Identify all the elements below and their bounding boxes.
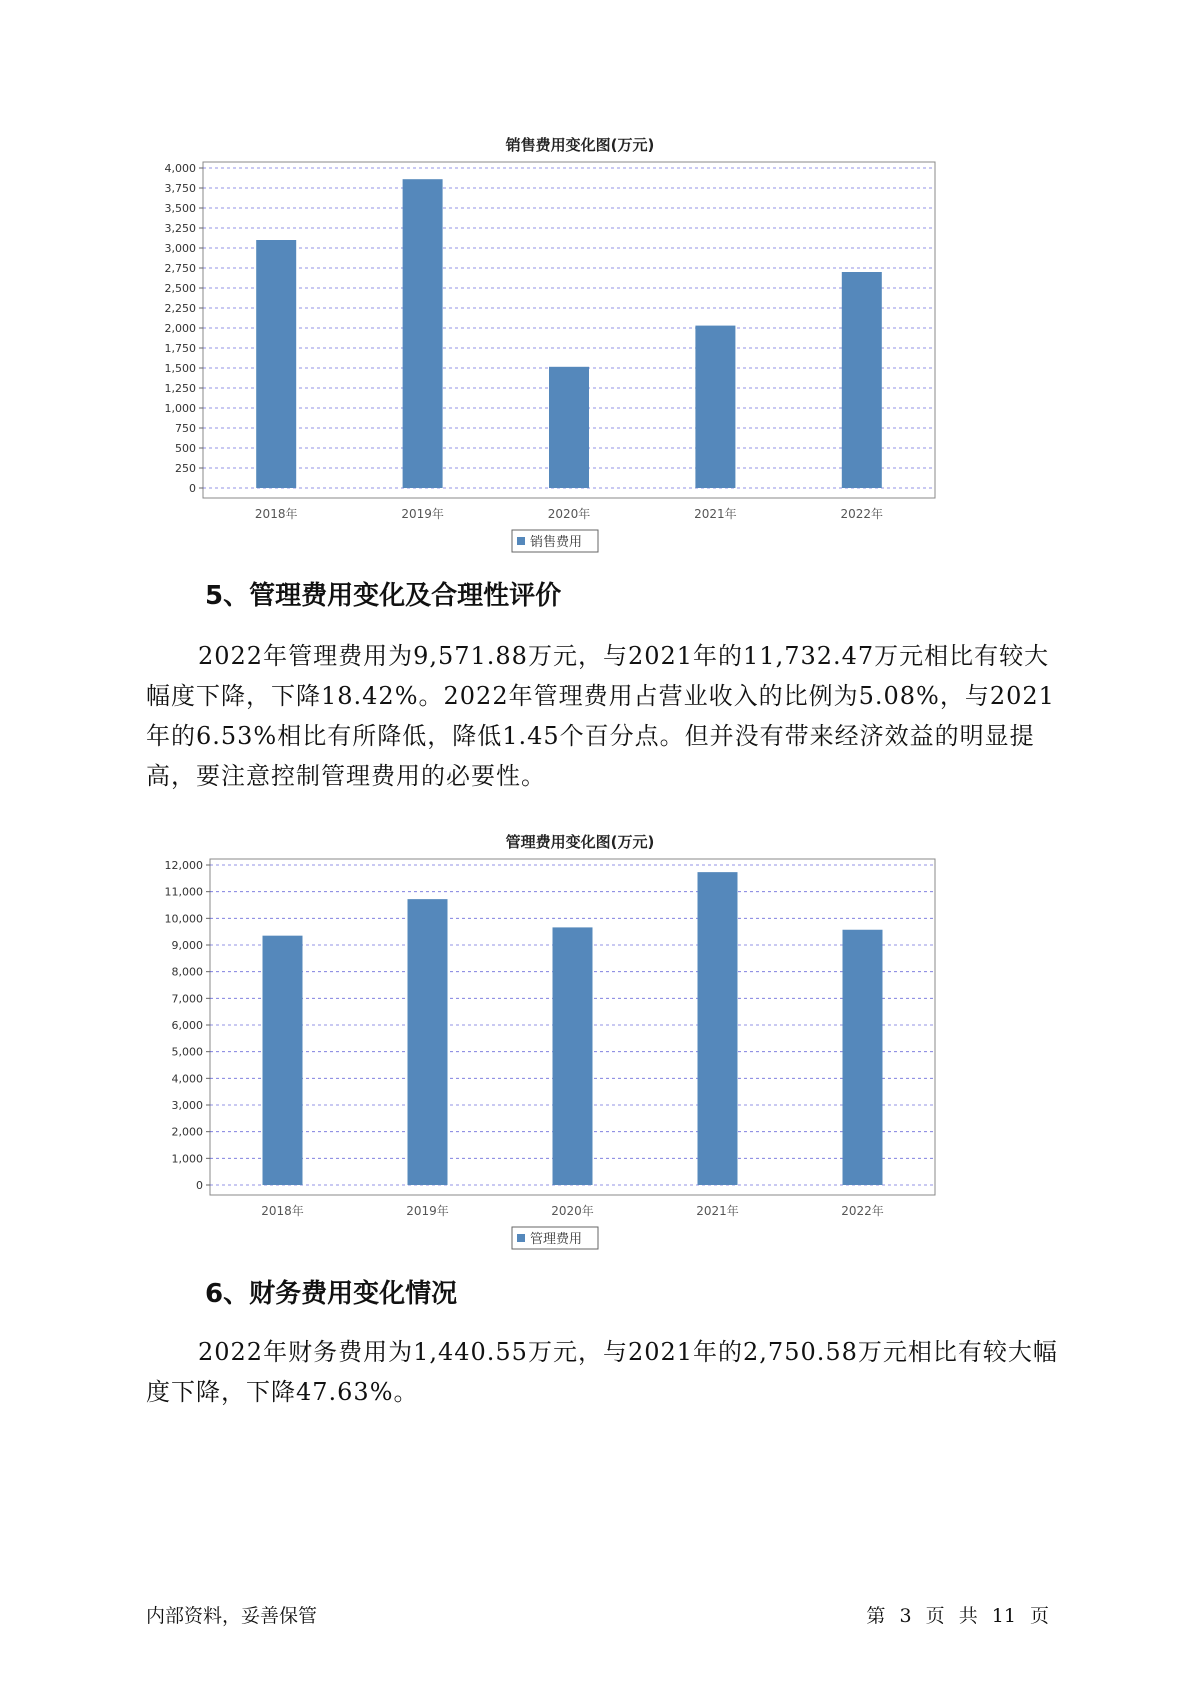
y-tick-label: 1,750 [164,342,196,355]
x-tick-label: 2022年 [840,507,884,521]
y-tick-label: 2,000 [171,1125,203,1139]
bar [256,240,296,488]
legend-label: 管理费用 [530,1232,583,1247]
x-tick-label: 2020年 [551,1204,594,1218]
bar [842,272,882,488]
bar [408,899,448,1185]
x-tick-label: 2020年 [547,507,591,521]
page-prefix: 第 [866,1605,886,1627]
y-tick-label: 4,000 [164,162,196,175]
x-tick-label: 2021年 [694,507,737,521]
y-tick-label: 9,000 [171,939,203,952]
bar [549,367,589,488]
y-tick-label: 3,250 [164,222,196,235]
x-tick-label: 2019年 [401,507,444,521]
y-tick-label: 1,000 [164,402,196,415]
admin-expense-chart-svg [140,855,1020,1255]
section-heading-5: 5、管理费用变化及合理性评价 [205,581,562,611]
section-paragraph-6 [146,1332,1066,1412]
x-tick-label: 2019年 [406,1204,449,1218]
y-tick-label: 7,000 [171,992,203,1006]
y-tick-label: 1,250 [164,382,196,395]
total-unit: 页 [1029,1605,1049,1627]
y-tick-label: 10,000 [164,912,203,926]
x-tick-label: 2018年 [254,507,298,521]
admin-expense-chart [140,825,1020,1245]
y-tick-label: 4,000 [171,1072,203,1086]
footer-page-number [864,1601,1051,1628]
y-tick-label: 1,500 [164,362,196,375]
paragraph-text: 2022年财务费用为1,440.55万元，与2021年的2,750.58万元相比有较大幅度下降，下降47.63%。 [146,1338,1058,1406]
y-tick-label: 3,750 [164,182,196,195]
footer-confidential-note: 内部资料，妥善保管 [146,1605,318,1627]
y-tick-label: 8,000 [171,965,203,979]
y-tick-label: 500 [175,442,196,455]
y-tick-label: 5,000 [171,1045,203,1059]
bar [843,930,883,1185]
bar [698,872,738,1185]
y-tick-label: 0 [189,482,196,495]
legend-swatch [517,537,525,545]
sales-expense-chart-svg [140,158,1020,558]
y-tick-label: 750 [175,422,196,435]
y-tick-label: 2,500 [164,282,196,295]
bar [695,326,735,488]
y-tick-label: 1,000 [171,1152,203,1166]
x-tick-label: 2018年 [261,1204,304,1218]
section-heading-6: 6、财务费用变化情况 [205,1279,458,1309]
x-tick-label: 2021年 [696,1204,739,1218]
y-tick-label: 2,250 [164,302,196,315]
page-current: 3 [899,1605,912,1627]
total-prefix: 共 [958,1605,978,1627]
page-unit: 页 [925,1605,945,1627]
bar [553,927,593,1185]
y-tick-label: 2,750 [164,262,196,275]
y-tick-label: 12,000 [164,859,203,872]
chart-title: 销售费用变化图(万元) [505,136,655,154]
x-tick-label: 2022年 [841,1204,884,1218]
section-paragraph-5 [146,636,1066,796]
y-tick-label: 3,000 [171,1099,203,1112]
legend-swatch [517,1234,525,1242]
legend-label: 销售费用 [530,535,583,550]
y-tick-label: 3,500 [164,202,196,215]
y-tick-label: 250 [175,462,196,475]
y-tick-label: 3,000 [164,242,196,255]
y-tick-label: 11,000 [164,885,203,899]
y-tick-label: 2,000 [164,322,196,335]
sales-expense-chart [140,128,1020,548]
chart-title: 管理费用变化图(万元) [505,833,655,851]
y-tick-label: 0 [196,1179,203,1192]
y-tick-label: 6,000 [171,1019,203,1032]
bar [403,179,443,488]
page-total: 11 [991,1605,1016,1627]
bar [263,936,303,1185]
paragraph-text: 2022年管理费用为9,571.88万元，与2021年的11,732.47万元相比有较大幅度下降，下降18.42%。2022年管理费用占营业收入的比例为5.08%，与2021年的6.53%相比有所降低，降低1.45个百分点。但并没有带来经济效益的明显提高，要注意控制管理费用的必要性。 [146,642,1055,790]
